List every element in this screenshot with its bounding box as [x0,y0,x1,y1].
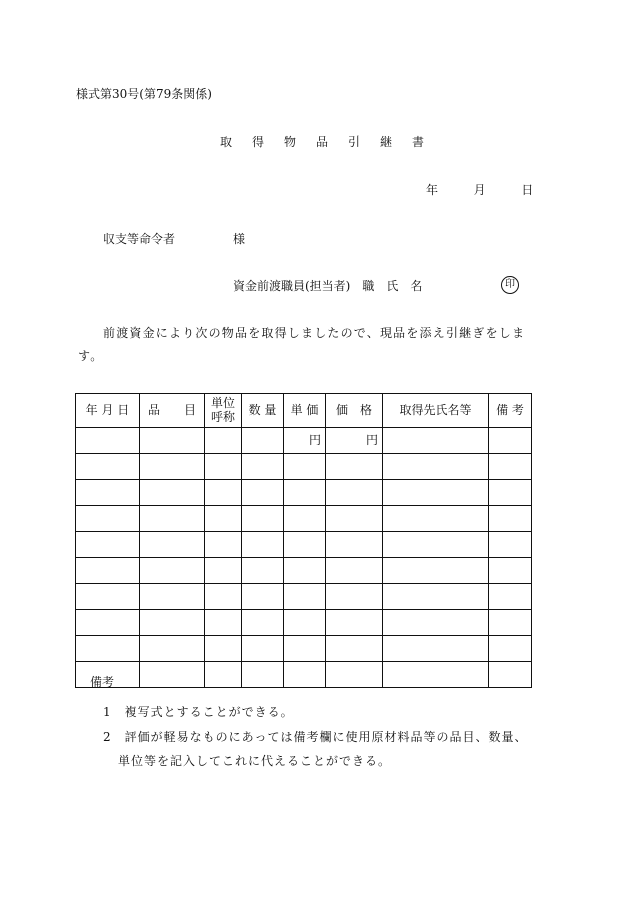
table-cell[interactable] [326,506,383,532]
table-cell[interactable] [76,610,140,636]
table-cell[interactable] [242,662,284,688]
table-cell[interactable] [383,428,489,454]
header-quantity: 数 量 [242,394,284,428]
document-title: 取得物品引継書 [220,135,445,149]
table-cell[interactable] [140,662,205,688]
table-row [76,506,532,532]
table-cell[interactable] [489,584,532,610]
table-cell[interactable] [326,454,383,480]
table-cell[interactable] [284,584,326,610]
table-header-row [76,394,532,428]
header-supplier: 取得先氏名等 [383,394,489,428]
table-cell[interactable] [205,558,242,584]
table-row [76,662,532,688]
date-year: 年 [426,183,439,197]
table-cell[interactable] [489,480,532,506]
table-cell[interactable] [489,454,532,480]
table-cell[interactable] [76,506,140,532]
table-cell[interactable] [76,428,140,454]
table-cell[interactable] [383,506,489,532]
table-cell[interactable] [326,532,383,558]
table-cell[interactable] [140,584,205,610]
table-cell[interactable] [76,558,140,584]
table-cell[interactable] [140,636,205,662]
table-row [76,636,532,662]
table-cell[interactable] [284,636,326,662]
table-row [76,454,532,480]
table-cell[interactable] [140,454,205,480]
table-row [76,480,532,506]
table-cell[interactable] [489,610,532,636]
date-day: 日 [521,183,534,197]
table-cell[interactable] [205,428,242,454]
table-cell[interactable] [205,480,242,506]
table-cell[interactable] [489,532,532,558]
table-cell[interactable] [242,480,284,506]
table-cell[interactable] [284,454,326,480]
honorific: 様 [233,232,246,246]
table-row [76,532,532,558]
note-item-2: 2 評価が軽易なものにあっては備考欄に使用原材料品等の品目、数量、 [103,730,528,744]
table-cell[interactable] [140,480,205,506]
table-row [76,584,532,610]
body-text-line2: す。 [78,349,104,363]
table-cell[interactable] [284,480,326,506]
date-month: 月 [473,183,486,197]
table-cell[interactable]: 円 [284,428,326,454]
table-cell[interactable] [205,636,242,662]
table-cell[interactable] [242,454,284,480]
table-cell[interactable] [383,532,489,558]
table-cell[interactable] [326,558,383,584]
table-cell[interactable] [205,454,242,480]
table-cell[interactable] [140,428,205,454]
table-cell[interactable] [76,480,140,506]
table-row [76,558,532,584]
table-cell[interactable] [140,558,205,584]
items-table [75,393,532,688]
table-cell[interactable] [489,428,532,454]
table-row [76,428,532,454]
header-price: 価 格 [326,394,383,428]
table-cell[interactable] [489,662,532,688]
table-cell[interactable]: 円 [326,428,383,454]
header-unit-price: 単 価 [284,394,326,428]
table-cell[interactable] [242,558,284,584]
notes-heading: 備考 [90,675,115,689]
table-cell[interactable] [205,584,242,610]
note-item-1: 1 複写式とすることができる。 [103,705,294,719]
table-cell[interactable] [76,584,140,610]
header-item: 品 目 [140,394,205,428]
table-cell[interactable] [242,428,284,454]
header-unit: 単位 呼称 [205,394,242,428]
table-cell[interactable] [489,506,532,532]
date-line [426,184,533,196]
table-cell[interactable] [383,584,489,610]
table-cell[interactable] [326,662,383,688]
addressee-label: 収支等命令者 [103,232,176,246]
table-cell[interactable] [205,506,242,532]
table-cell[interactable] [76,636,140,662]
table-cell[interactable] [326,584,383,610]
table-cell[interactable] [284,662,326,688]
table-cell[interactable] [140,506,205,532]
table-cell[interactable] [242,584,284,610]
table-cell[interactable] [205,532,242,558]
table-cell[interactable] [383,480,489,506]
table-cell[interactable] [489,636,532,662]
table-cell[interactable] [140,610,205,636]
form-number: 様式第30号(第79条関係) [76,87,212,101]
table-cell[interactable] [383,636,489,662]
table-cell[interactable] [383,610,489,636]
table-cell[interactable] [242,636,284,662]
table-cell[interactable] [383,454,489,480]
table-cell[interactable] [76,532,140,558]
table-cell[interactable] [326,636,383,662]
table-cell[interactable] [76,454,140,480]
table-cell[interactable] [284,610,326,636]
header-date: 年 月 日 [76,394,140,428]
header-remarks: 備 考 [489,394,532,428]
official-label: 資金前渡職員(担当者) 職 氏 名 [233,279,423,293]
table-cell[interactable] [284,532,326,558]
table-cell[interactable] [242,532,284,558]
table-cell[interactable] [383,662,489,688]
table-cell[interactable] [489,558,532,584]
table-cell[interactable] [326,610,383,636]
note-item-2-continued: 単位等を記入してこれに代えることができる。 [118,754,392,768]
table-cell[interactable] [326,480,383,506]
table-cell[interactable] [205,610,242,636]
seal-mark: 印 [501,276,519,294]
body-text-line1: 前渡資金により次の物品を取得しましたので、現品を添え引継ぎをしま [103,326,526,340]
table-cell[interactable] [284,506,326,532]
table-cell[interactable] [242,610,284,636]
table-cell[interactable] [140,532,205,558]
table-cell[interactable] [383,558,489,584]
table-cell[interactable] [242,506,284,532]
table-row [76,610,532,636]
table-cell[interactable] [205,662,242,688]
table-cell[interactable] [284,558,326,584]
